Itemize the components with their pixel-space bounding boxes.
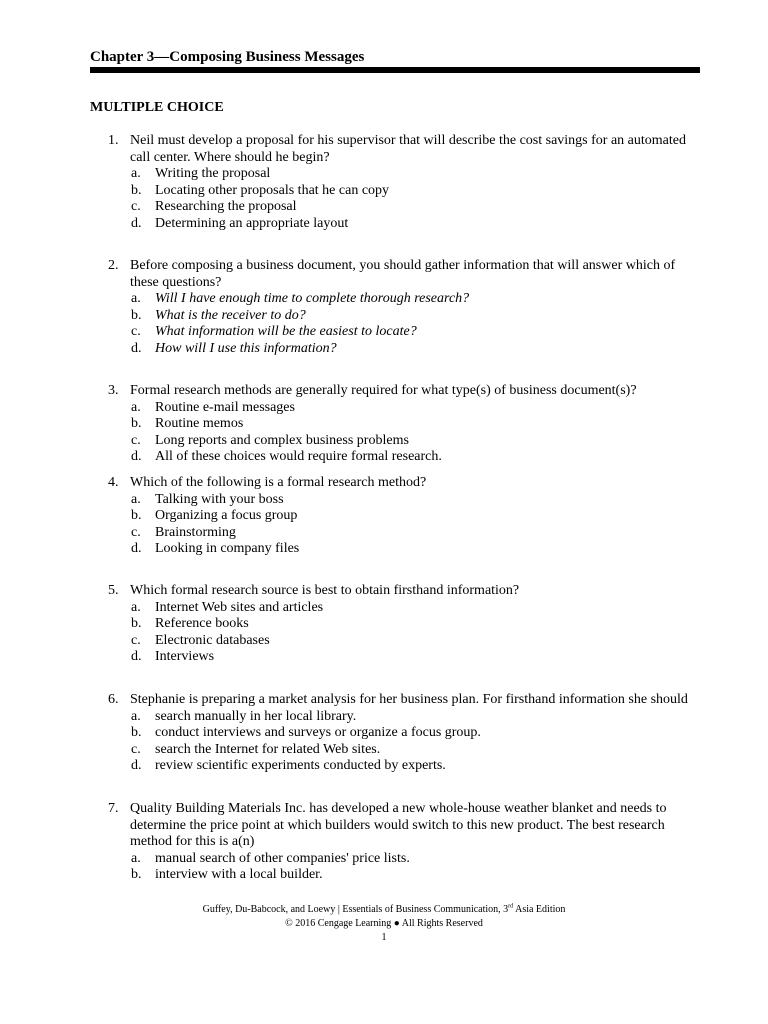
answer-option: [90, 308, 700, 325]
question-stem: [90, 475, 700, 492]
question-item: [90, 801, 700, 884]
question-number: 5.: [108, 583, 119, 598]
option-text: Routine memos: [155, 416, 244, 431]
option-text: Electronic databases: [155, 632, 270, 648]
option-text: Brainstorming: [155, 524, 236, 540]
title-rule: [90, 67, 700, 73]
option-text: interview with a local builder.: [155, 867, 323, 882]
answer-options: [90, 709, 700, 775]
question-stem: [90, 801, 700, 851]
option-letter: a.: [131, 599, 141, 615]
option-letter: a.: [131, 166, 141, 181]
footer-citation-prefix: Guffey, Du-Babcock, and Loewy | Essentials of Business Communication, 3: [202, 904, 509, 915]
answer-option: [90, 449, 700, 466]
option-text: What is the receiver to do?: [155, 307, 306, 323]
answer-options: [90, 851, 700, 884]
question-item: [90, 133, 700, 232]
answer-option: [90, 324, 700, 341]
option-text: conduct interviews and surveys or organize a focus group.: [155, 725, 481, 740]
option-letter: b.: [131, 307, 142, 323]
option-text: search manually in her local library.: [155, 708, 357, 724]
answer-option: [90, 851, 700, 868]
option-letter: d.: [131, 649, 142, 664]
option-text: Reference books: [155, 616, 249, 631]
question-number: 6.: [108, 692, 119, 707]
page-footer: [0, 903, 768, 945]
answer-option: [90, 758, 700, 775]
option-text: Long reports and complex business problems: [155, 432, 409, 448]
option-text: What information will be the easiest to locate?: [155, 324, 417, 339]
option-letter: d.: [131, 449, 142, 464]
option-text: Internet Web sites and articles: [155, 599, 324, 615]
answer-options: [90, 166, 700, 232]
option-text: Will I have enough time to complete thorough research?: [155, 291, 470, 306]
answer-option: [90, 541, 700, 558]
answer-option: [90, 400, 700, 417]
option-letter: b.: [131, 867, 142, 882]
option-text: Looking in company files: [155, 541, 300, 556]
option-letter: c.: [131, 741, 141, 757]
footer-citation-suffix: Asia Edition: [513, 904, 566, 915]
option-text: Locating other proposals that he can copy: [155, 182, 390, 198]
answer-option: [90, 725, 700, 742]
option-letter: a.: [131, 708, 141, 724]
answer-option: [90, 433, 700, 450]
question-text: Formal research methods are generally required for what type(s) of business document(s)?: [130, 383, 637, 398]
answer-option: [90, 616, 700, 633]
question-number: 3.: [108, 383, 119, 398]
answer-option: [90, 166, 700, 183]
answer-option: [90, 199, 700, 216]
question-item: [90, 383, 700, 466]
question-stem: [90, 133, 700, 166]
answer-option: [90, 525, 700, 542]
answer-option: [90, 416, 700, 433]
option-letter: c.: [131, 324, 141, 339]
option-letter: d.: [131, 215, 142, 231]
question-text: Quality Building Materials Inc. has developed a new whole-house weather blanket and needs to determine the price point at which builders would switch to this new product. The best research method for this is a(n): [130, 801, 667, 849]
option-letter: b.: [131, 616, 142, 631]
answer-option: [90, 649, 700, 666]
answer-options: [90, 600, 700, 666]
answer-option: [90, 216, 700, 233]
footer-citation: [0, 903, 768, 917]
option-text: Researching the proposal: [155, 199, 297, 214]
option-text: Talking with your boss: [155, 491, 284, 507]
answer-option: [90, 508, 700, 525]
option-text: Writing the proposal: [155, 166, 271, 181]
question-number: 4.: [108, 475, 119, 490]
answer-option: [90, 709, 700, 726]
answer-option: [90, 291, 700, 308]
option-letter: b.: [131, 508, 142, 523]
question-number: 7.: [108, 801, 119, 816]
option-text: All of these choices would require formal research.: [155, 449, 442, 464]
question-text: Before composing a business document, you should gather information that will answer which of these questions?: [130, 258, 676, 290]
question-text: Neil must develop a proposal for his supervisor that will describe the cost savings for an automated call center. Where should he begin?: [130, 133, 686, 165]
option-letter: d.: [131, 758, 142, 773]
question-item: [90, 583, 700, 666]
question-number: 1.: [108, 133, 119, 148]
option-letter: d.: [131, 340, 142, 356]
option-letter: c.: [131, 199, 141, 214]
footer-edition-superscript: rd: [508, 903, 514, 910]
section-heading: MULTIPLE CHOICE: [90, 100, 224, 115]
option-letter: a.: [131, 850, 141, 866]
answer-option: [90, 867, 700, 884]
answer-option: [90, 492, 700, 509]
question-stem: [90, 583, 700, 600]
option-letter: a.: [131, 291, 141, 306]
option-text: How will I use this information?: [155, 340, 337, 356]
option-letter: a.: [131, 399, 141, 415]
option-letter: b.: [131, 416, 142, 431]
answer-options: [90, 291, 700, 357]
answer-option: [90, 183, 700, 200]
option-text: Interviews: [155, 649, 215, 664]
answer-option: [90, 600, 700, 617]
answer-options: [90, 400, 700, 466]
footer-copyright: © 2016 Cengage Learning ● All Rights Reserved: [285, 918, 483, 929]
question-item: [90, 475, 700, 558]
option-letter: d.: [131, 541, 142, 556]
question-stem: [90, 258, 700, 291]
option-text: Routine e-mail messages: [155, 399, 295, 415]
answer-option: [90, 742, 700, 759]
option-text: review scientific experiments conducted by experts.: [155, 758, 446, 773]
option-letter: b.: [131, 725, 142, 740]
question-text: Stephanie is preparing a market analysis for her business plan. For firsthand information she should: [130, 692, 688, 707]
question-text: Which formal research source is best to obtain firsthand information?: [130, 583, 520, 598]
answer-options: [90, 492, 700, 558]
question-item: [90, 258, 700, 357]
option-text: Organizing a focus group: [155, 508, 298, 523]
question-text: Which of the following is a formal research method?: [130, 475, 427, 490]
option-letter: c.: [131, 432, 141, 448]
option-letter: c.: [131, 524, 141, 540]
option-text: search the Internet for related Web sites.: [155, 741, 381, 757]
question-item: [90, 692, 700, 775]
chapter-title: Chapter 3—Composing Business Messages: [90, 49, 365, 65]
page-number: 1: [381, 932, 387, 943]
question-number: 2.: [108, 258, 119, 273]
option-letter: c.: [131, 632, 141, 648]
option-text: manual search of other companies' price lists.: [155, 850, 410, 866]
option-letter: b.: [131, 182, 142, 198]
answer-option: [90, 633, 700, 650]
question-stem: [90, 383, 700, 400]
answer-option: [90, 341, 700, 358]
option-text: Determining an appropriate layout: [155, 215, 349, 231]
option-letter: a.: [131, 491, 141, 507]
question-stem: [90, 692, 700, 709]
